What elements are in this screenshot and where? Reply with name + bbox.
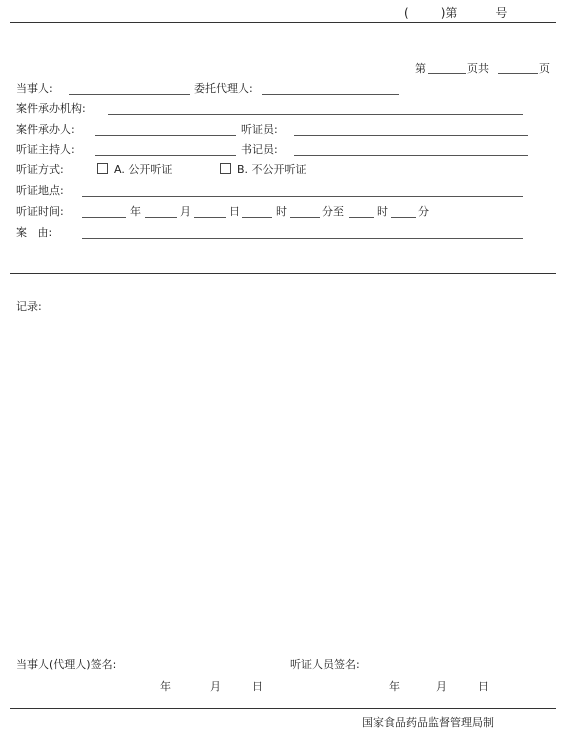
location-field[interactable]	[82, 196, 523, 197]
option-a-checkbox[interactable]	[97, 163, 108, 174]
agent-field[interactable]	[262, 94, 399, 95]
location-label: 听证地点:	[16, 184, 64, 197]
footer-issuer: 国家食品药品监督管理局制	[362, 716, 494, 729]
time-minute-label: 分	[418, 205, 429, 218]
date2-month: 月	[436, 680, 447, 693]
doc-number-hao: 号	[495, 6, 508, 20]
host-label: 听证主持人:	[16, 143, 75, 156]
bottom-rule	[10, 708, 556, 709]
doc-number-paren-right: )	[440, 6, 446, 20]
page-counter-yegong: 页共	[467, 62, 489, 75]
clerk-label: 书记员:	[241, 143, 278, 156]
doc-number-di: 第	[445, 6, 458, 20]
page-total-line[interactable]	[498, 73, 538, 74]
page-counter-di: 第	[415, 62, 426, 75]
time-hour-field[interactable]	[242, 217, 272, 218]
cause-label: 案 由:	[16, 226, 53, 239]
date1-day: 日	[252, 680, 263, 693]
option-b[interactable]	[220, 161, 307, 177]
hearing-officer-label: 听证员:	[241, 123, 278, 136]
record-area[interactable]	[60, 315, 540, 645]
page-counter	[415, 60, 426, 76]
method-label: 听证方式:	[16, 163, 64, 176]
handling-org-field[interactable]	[108, 114, 523, 115]
party-signature-label: 当事人(代理人)签名:	[16, 658, 117, 671]
doc-number-paren-left: (	[404, 6, 409, 20]
date2-day: 日	[478, 680, 489, 693]
time-day-label: 日	[229, 205, 240, 218]
time-minute2-field[interactable]	[391, 217, 416, 218]
handler-label: 案件承办人:	[16, 123, 75, 136]
option-a[interactable]	[97, 161, 172, 177]
record-label: 记录:	[16, 300, 42, 313]
officer-signature-label: 听证人员签名:	[290, 658, 360, 671]
date1-month: 月	[210, 680, 221, 693]
time-hour2-field[interactable]	[349, 217, 374, 218]
page-current-line[interactable]	[428, 73, 466, 74]
top-rule	[10, 22, 556, 23]
option-a-label: A. 公开听证	[114, 163, 173, 176]
time-day-field[interactable]	[194, 217, 226, 218]
option-b-label: B. 不公开听证	[237, 163, 307, 176]
time-minute-to-label: 分至	[322, 205, 344, 218]
handler-field[interactable]	[95, 135, 236, 136]
host-field[interactable]	[95, 155, 236, 156]
hearing-officer-field[interactable]	[294, 135, 528, 136]
date1-year: 年	[160, 680, 171, 693]
time-month-field[interactable]	[145, 217, 177, 218]
option-b-checkbox[interactable]	[220, 163, 231, 174]
doc-number	[404, 4, 507, 21]
party-label: 当事人:	[16, 82, 53, 95]
time-label: 听证时间:	[16, 205, 64, 218]
time-hour2-label: 时	[377, 205, 388, 218]
time-hour-label: 时	[276, 205, 287, 218]
time-month-label: 月	[180, 205, 191, 218]
party-field[interactable]	[69, 94, 190, 95]
date2-year: 年	[389, 680, 400, 693]
time-year-label: 年	[130, 205, 141, 218]
time-minute-field[interactable]	[290, 217, 320, 218]
page-counter-ye: 页	[539, 62, 550, 75]
agent-label: 委托代理人:	[194, 82, 253, 95]
clerk-field[interactable]	[294, 155, 528, 156]
time-year-field[interactable]	[82, 217, 126, 218]
handling-org-label: 案件承办机构:	[16, 102, 86, 115]
cause-field[interactable]	[82, 238, 523, 239]
mid-rule	[10, 273, 556, 274]
